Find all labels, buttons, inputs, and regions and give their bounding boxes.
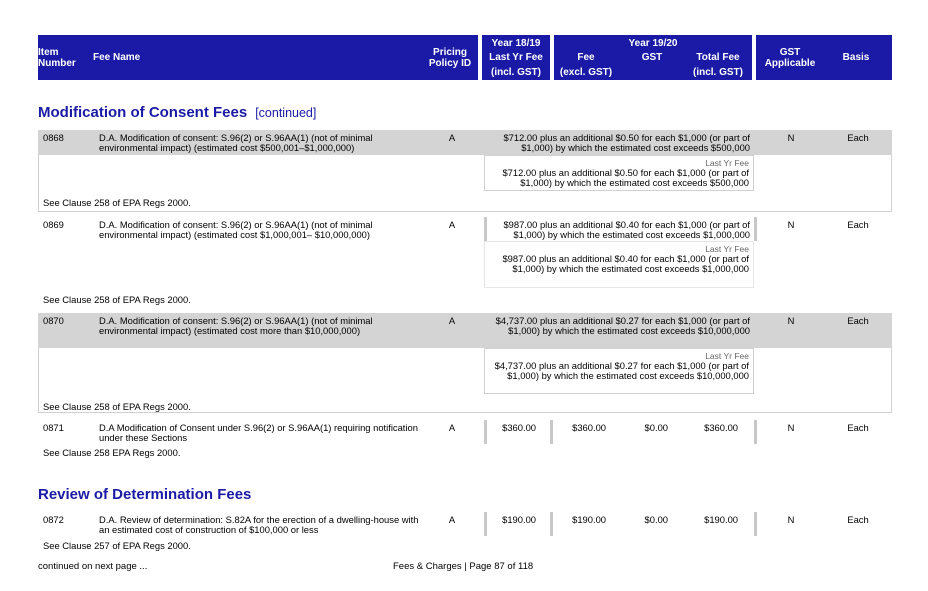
last-yr-label: Last Yr Fee [705,351,749,361]
row-basis: Each [847,219,869,230]
row-fee-name: D.A. Modification of consent: S.96(2) or S.96AA(1) (not of minimal environmental impact) (estimated cost more than $10,000,000) [99,315,373,336]
row-fee: $190.00 [572,514,606,525]
header-incl-gst: (incl. GST) [491,67,541,78]
header-year-1819: Year 18/19 [491,38,541,49]
column-separator [550,512,553,536]
row-note: See Clause 258 EPA Regs 2000. [43,447,181,458]
row-item-number: 0869 [43,219,64,230]
section-title-text: Modification of Consent Fees [38,104,248,121]
row-note: See Clause 258 of EPA Regs 2000. [43,197,191,208]
section-continued: [continued] [255,106,317,120]
last-yr-label: Last Yr Fee [705,244,749,254]
header-excl-gst: (excl. GST) [559,67,613,78]
row-gst-applicable: N [787,422,795,433]
header-item-number: Item Number [38,47,76,69]
row-policy: A [448,422,456,433]
row-note: See Clause 257 of EPA Regs 2000. [43,540,191,551]
row-policy: A [448,132,456,143]
column-separator [484,420,487,444]
header-year-1920: Year 19/20 [628,38,678,49]
header-basis: Basis [842,52,870,63]
row-last-yr-fee: $360.00 [502,422,536,433]
header-pricing-policy: Pricing Policy ID [428,47,472,69]
row-fee-text: $987.00 plus an additional $0.40 for each $1,000 (or part of $1,000) by which the estimated cost exceeds $1,000,000 [503,219,750,240]
section-title-review [38,486,251,503]
header-incl-gst-total: (incl. GST) [693,67,743,78]
last-yr-label: Last Yr Fee [705,158,749,168]
header-total-fee: Total Fee [696,52,740,63]
row-fee-name: D.A Modification of Consent under S.96(2) or S.96AA(1) requiring notification under these Sections [99,422,418,443]
row-total-fee: $360.00 [704,422,738,433]
last-yr-text: $712.00 plus an additional $0.50 for each $1,000 (or part of $1,000) by which the estimated cost exceeds $500,000 [502,167,749,188]
column-separator [484,512,487,536]
last-yr-text: $987.00 plus an additional $0.40 for each $1,000 (or part of $1,000) by which the estimated cost exceeds $1,000,000 [502,253,749,274]
row-note: See Clause 258 of EPA Regs 2000. [43,401,191,412]
header-gst: GST [641,52,663,63]
header-fee: Fee [577,52,595,63]
row-item-number: 0870 [43,315,64,326]
row-gst-applicable: N [787,315,795,326]
header-gst-applicable: GST Applicable [764,47,816,69]
column-separator [754,217,757,241]
row-basis: Each [847,422,869,433]
row-fee: $360.00 [572,422,606,433]
section-title-text: Review of Determination Fees [38,486,252,503]
row-item-number: 0871 [43,422,64,433]
last-yr-fee-box [484,155,754,191]
last-yr-text: $4,737.00 plus an additional $0.27 for each $1,000 (or part of $1,000) by which the estimated cost exceeds $10,000,000 [494,360,749,381]
row-policy: A [448,514,456,525]
last-yr-fee-box [484,348,754,394]
row-fee-text: $712.00 plus an additional $0.50 for each $1,000 (or part of $1,000) by which the estimated cost exceeds $500,000 [503,132,750,153]
header-fee-name: Fee Name [93,52,141,63]
column-separator [550,420,553,444]
row-item-number: 0868 [43,132,64,143]
column-separator [754,512,757,536]
row-gst: $0.00 [644,422,668,433]
row-basis: Each [847,514,869,525]
page-number: Fees & Charges | Page 87 of 118 [393,561,534,572]
row-last-yr-fee: $190.00 [502,514,536,525]
row-policy: A [448,315,456,326]
row-note: See Clause 258 of EPA Regs 2000. [43,294,191,305]
column-separator [484,217,487,241]
row-fee-name: D.A. Review of determination: S.82A for the erection of a dwelling-house with an estimated cost of construction of $100,000 or less [99,514,419,535]
section-title-modification [38,104,316,121]
row-item-number: 0872 [43,514,64,525]
row-fee-name: D.A. Modification of consent: S.96(2) or S.96AA(1) (not of minimal environmental impact) (estimated cost $500,001–$1,000,000) [99,132,373,153]
column-separator [754,420,757,444]
row-gst-applicable: N [787,219,795,230]
row-policy: A [448,219,456,230]
row-fee-name: D.A. Modification of consent: S.96(2) or S.96AA(1) (not of minimal environmental impact) (estimated cost $1,000,001– $10,000,000) [99,219,373,240]
row-fee-text: $4,737.00 plus an additional $0.27 for each $1,000 (or part of $1,000) by which the estimated cost exceeds $10,000,000 [495,315,750,336]
last-yr-fee-box [484,241,754,288]
row-basis: Each [847,132,869,143]
row-gst-applicable: N [787,132,795,143]
continued-note: continued on next page ... [38,561,148,572]
row-gst: $0.00 [644,514,668,525]
header-last-yr-fee: Last Yr Fee [489,52,543,63]
row-basis: Each [847,315,869,326]
row-gst-applicable: N [787,514,795,525]
row-total-fee: $190.00 [704,514,738,525]
